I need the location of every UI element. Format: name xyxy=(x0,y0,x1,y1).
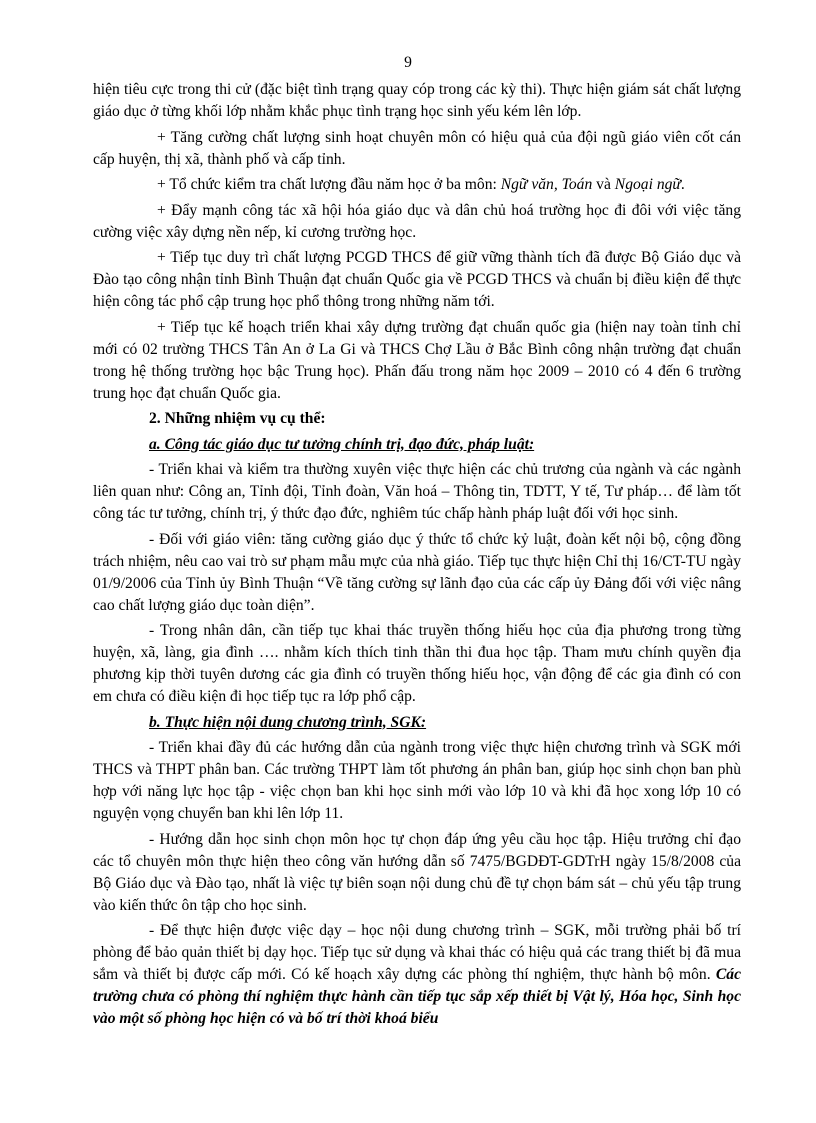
quality-test-prefix: + Tổ chức kiểm tra chất lượng đầu năm học ở ba môn: xyxy=(157,176,501,193)
subsection-heading-a: a. Công tác giáo dục tư tưởng chính trị, đạo đức, pháp luật: xyxy=(149,435,535,453)
paragraph-continuation: hiện tiêu cực trong thi cử (đặc biệt tình trạng quay cóp trong các kỳ thi). Thực hiện giám sát chất lượng giáo dục ở từng khối lớp nhằm khắc phục tình trạng học sinh yếu kém lên lớp. xyxy=(93,81,741,120)
paragraph-a1: - Triển khai và kiểm tra thường xuyên việc thực hiện các chủ trương của ngành và các ngành liên quan như: Công an, Tỉnh đội, Tỉnh đoàn, Văn hoá – Thông tin, TDTT, Y tế, Tư pháp… để làm tốt công tác tư tưởng, chính trị, ý thức đạo đức, nghiêm túc chấp hành pháp luật đối với học sinh. xyxy=(93,461,741,522)
paragraph-b2: - Hướng dẫn học sinh chọn môn học tự chọn đáp ứng yêu cầu học tập. Hiệu trưởng chỉ đạo các tổ chuyên môn thực hiện theo công văn hướng dẫn số 7475/BGDĐT-GDTrH ngày 15/8/2008 của Bộ Giáo dục và Đào tạo, nhất là việc tự biên soạn nội dung chủ đề tự chọn bám sát – chủ yếu tập trung vào kiến thức ôn tập cho học sinh. xyxy=(93,830,741,914)
paragraph-national-standard: + Tiếp tục kế hoạch triển khai xây dựng trường đạt chuẩn quốc gia (hiện nay toàn tỉnh chỉ mới có 02 trường THCS Tân An ở La Gi và THCS Chợ Lầu ở Bắc Bình công nhận trường đạt chuẩn trong hệ thống trường học bậc Trung học). Phấn đấu trong năm học 2009 – 2010 có 4 đến 6 trường trung học đạt chuẩn Quốc gia. xyxy=(93,318,741,402)
paragraph-b3-text: - Để thực hiện được việc dạy – học nội dung chương trình – SGK, mỗi trường phải bố trí phòng để bảo quản thiết bị dạy học. Tiếp tục sử dụng và khai thác có hiệu quả các trang thiết bị đã mua sắm và thiết bị được cấp mới. Có kế hoạch xây dựng các phòng thí nghiệm, thực hành bộ môn. xyxy=(93,922,741,983)
paragraph-a3: - Trong nhân dân, cần tiếp tục khai thác truyền thống hiếu học của địa phương trong từng huyện, xã, làng, gia đình …. nhằm kích thích tinh thần thi đua học tập. Tham mưu chính quyền địa phương kịp thời tuyên dương các gia đình có truyền thống hiếu học, vận động để các gia đình có con em chưa có điều kiện đi học tiếp tục ra lớp phổ cập. xyxy=(93,622,741,705)
section-heading-specific-tasks: 2. Những nhiệm vụ cụ thể: xyxy=(149,410,326,427)
paragraph-b1: - Triển khai đầy đủ các hướng dẫn của ngành trong việc thực hiện chương trình và SGK mới THCS và THPT phân ban. Các trường THPT làm tốt phương án phân ban, giúp học sinh chọn ban phù hợp với năng lực học tập - việc chọn ban khi học sinh mới vào lớp 10 và khi đã học xong lớp 10 có nguyện vọng chuyển ban khi lên lớp 11. xyxy=(93,739,741,822)
quality-test-last-subject: Ngoại ngữ xyxy=(614,176,681,193)
paragraph-b3-emphasis: Các trường chưa có phòng thí nghiệm thực hành cần tiếp tục sắp xếp thiết bị Vật lý, Hóa học, Sinh học vào một số phòng học hiện có và bố trí thời khoá biểu xyxy=(93,966,741,1027)
quality-test-subjects: Ngữ văn, Toán xyxy=(500,176,593,193)
paragraph-a2: - Đối với giáo viên: tăng cường giáo dục ý thức tổ chức kỷ luật, đoàn kết nội bộ, cộng đồng trách nhiệm, nêu cao vai trò sư phạm mẫu mực của nhà giáo. Tiếp tục thực hiện Chỉ thị 16/CT-TU ngày 01/9/2006 của Tỉnh ủy Bình Thuận “Về tăng cường sự lãnh đạo của các cấp ủy Đảng đối với việc nâng cao chất lượng giáo dục toàn diện”. xyxy=(93,530,741,614)
document-body xyxy=(93,79,741,1034)
paragraph-b3 xyxy=(93,920,741,1030)
subsection-heading-b: b. Thực hiện nội dung chương trình, SGK: xyxy=(149,713,427,731)
paragraph-professional-activities: + Tăng cường chất lượng sinh hoạt chuyên môn có hiệu quả của đội ngũ giáo viên cốt cán cấp huyện, thị xã, thành phố và cấp tỉnh. xyxy=(93,128,741,168)
paragraph-socialization: + Đẩy mạnh công tác xã hội hóa giáo dục và dân chủ hoá trường học đi đôi với việc tăng cường việc xây dựng nền nếp, kỉ cương trường học. xyxy=(93,201,741,241)
paragraph-pcgd: + Tiếp tục duy trì chất lượng PCGD THCS để giữ vững thành tích đã được Bộ Giáo dục và Đào tạo công nhận tỉnh Bình Thuận đạt chuẩn Quốc gia về PCGD THCS và chuẩn bị điều kiện để thực hiện công tác phổ cập trung học phổ thông trong những năm tới. xyxy=(93,249,741,310)
quality-test-end: . xyxy=(680,176,685,193)
page-number: 9 xyxy=(404,54,412,71)
paragraph-quality-test xyxy=(93,174,741,196)
quality-test-and: và xyxy=(592,176,615,193)
